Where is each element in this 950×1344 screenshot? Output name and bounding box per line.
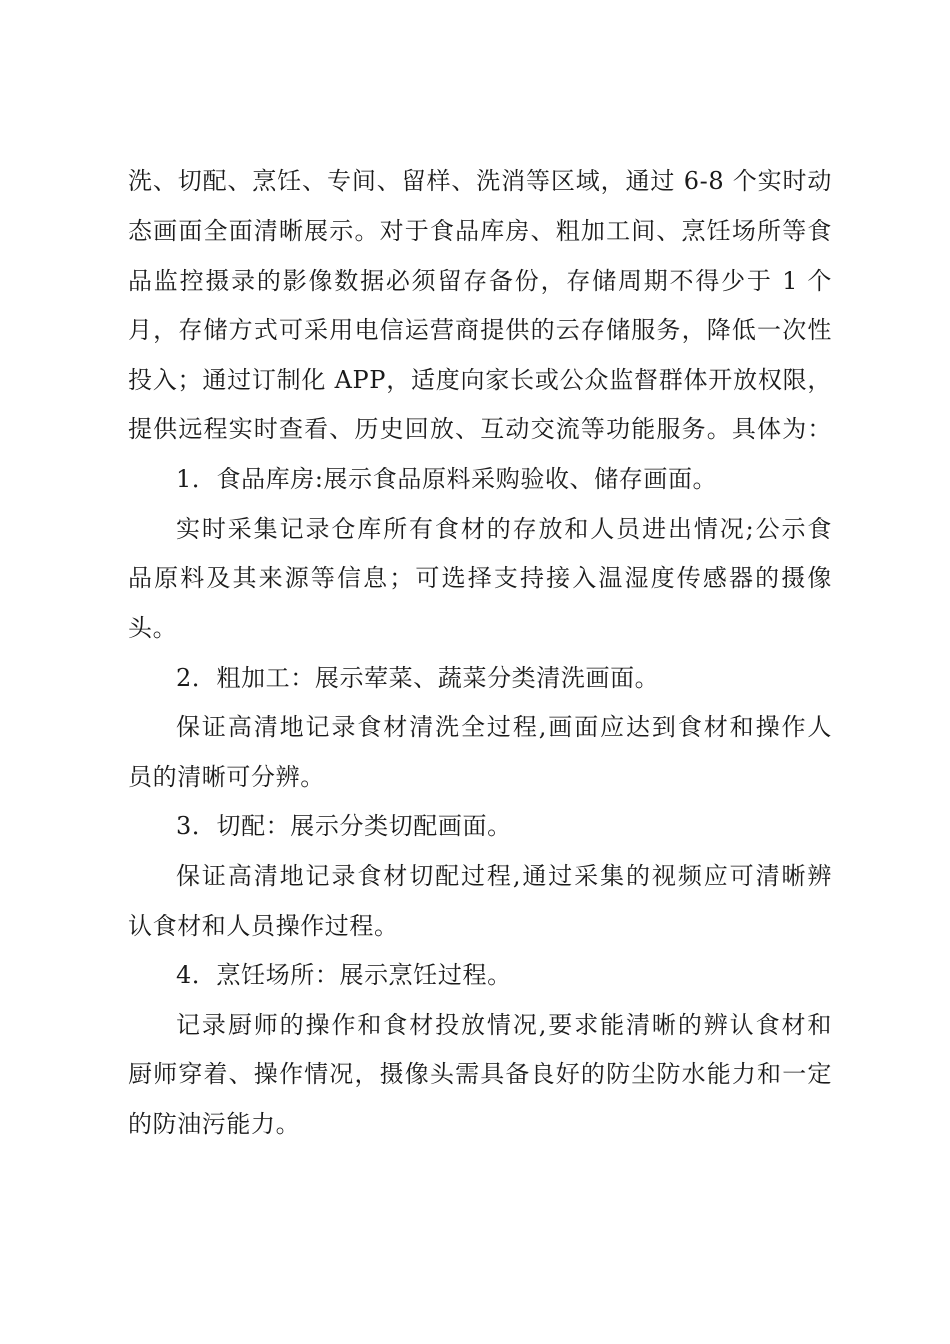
text-line: 品监控摄录的影像数据必须留存备份，存储周期不得少于 1 个	[128, 267, 832, 295]
text-line: 厨师穿着、操作情况，摄像头需具备良好的防尘防水能力和一定	[128, 1060, 832, 1088]
text-line: 认食材和人员操作过程。	[128, 912, 399, 940]
text-line: 态画面全面清晰展示。对于食品库房、粗加工间、烹饪场所等食	[128, 217, 832, 245]
section-heading-2: 2．粗加工：展示荤菜、蔬菜分类清洗画面。	[176, 664, 660, 692]
text-line: 头。	[128, 614, 178, 642]
text-line: 实时采集记录仓库所有食材的存放和人员进出情况;公示食	[176, 515, 832, 543]
text-line: 保证高清地记录食材切配过程,通过采集的视频应可清晰辨	[176, 862, 832, 890]
section-heading-4: 4．烹饪场所：展示烹饪过程。	[176, 961, 512, 989]
text-line: 记录厨师的操作和食材投放情况,要求能清晰的辨认食材和	[176, 1011, 832, 1039]
text-line: 月，存储方式可采用电信运营商提供的云存储服务，降低一次性	[128, 316, 832, 344]
section-heading-3: 3．切配：展示分类切配画面。	[176, 812, 512, 840]
text-line: 洗、切配、烹饪、专间、留样、洗消等区域，通过 6-8 个实时动	[128, 167, 832, 195]
text-line: 员的清晰可分辨。	[128, 763, 325, 791]
text-line: 提供远程实时查看、历史回放、互动交流等功能服务。具体为：	[128, 415, 832, 443]
section-heading-1: 1．食品库房:展示食品原料采购验收、储存画面。	[176, 465, 718, 493]
text-line: 投入；通过订制化 APP，适度向家长或公众监督群体开放权限，	[128, 366, 832, 394]
text-line: 的防油污能力。	[128, 1110, 301, 1138]
text-line: 品原料及其来源等信息；可选择支持接入温湿度传感器的摄像	[128, 564, 832, 592]
text-line: 保证高清地记录食材清洗全过程,画面应达到食材和操作人	[176, 713, 832, 741]
